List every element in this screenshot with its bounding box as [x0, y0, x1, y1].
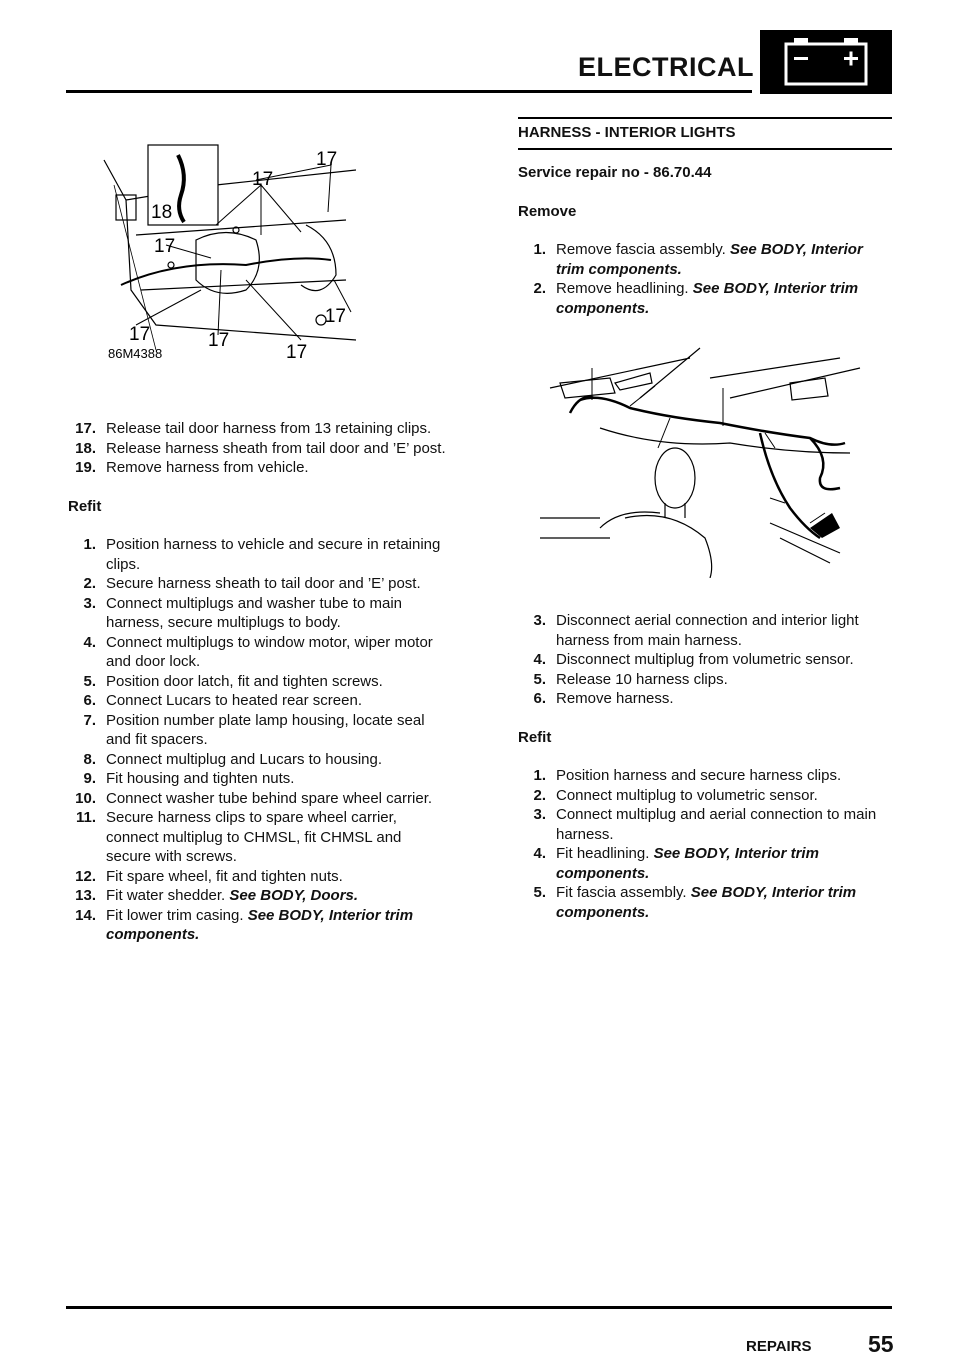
figure-code: 86M4388: [108, 346, 163, 361]
remove-step-1: 1. Remove fascia assembly. See BODY, Interior trim components.: [533, 241, 863, 278]
refit-step-3: 3. Connect multiplugs and washer tube to main harness, secure multiplugs to body.: [83, 594, 403, 631]
callout-17-d: 17: [324, 306, 346, 327]
refit-step-14: 14. Fit lower trim casing. See BODY, Interior trim components.: [75, 906, 414, 943]
refit-step-1: 1. Position harness to vehicle and secure in retaining clips.: [83, 536, 441, 573]
refit-heading-right: Refit: [518, 728, 552, 746]
refit-step-5: 5. Fit fascia assembly. See BODY, Interior trim components.: [533, 884, 857, 921]
refit-step-3: 3. Connect multiplug and aerial connection to main harness.: [533, 806, 877, 843]
right-column-top: [518, 163, 892, 318]
callout-17-c: 17: [154, 236, 176, 257]
section-bottom-rule: [518, 148, 892, 150]
refit-step-4: 4. Connect multiplugs to window motor, wiper motor and door lock.: [83, 633, 433, 670]
refit-step-11: 11. Secure harness clips to spare wheel carrier, connect multiplug to CHMSL, fit CHMSL and secure with screws.: [75, 809, 402, 865]
section-title: HARNESS - INTERIOR LIGHTS: [518, 124, 736, 141]
page-number: 55: [868, 1331, 894, 1357]
remove-step-2: 2. Remove headlining. See BODY, Interior trim components.: [533, 280, 859, 317]
section-top-rule: [518, 117, 892, 119]
refit-step-7: 7. Position number plate lamp housing, locate seal and fit spacers.: [83, 711, 425, 748]
footer-section-label: REPAIRS: [746, 1338, 812, 1355]
cross-reference[interactable]: See BODY, Doors.: [229, 887, 359, 904]
step-19: 19. Remove harness from vehicle.: [75, 459, 309, 476]
figure-interior-light-harness: [540, 338, 870, 578]
remove-heading: Remove: [518, 202, 577, 220]
cross-reference[interactable]: See BODY, Interior trim components.: [106, 906, 414, 943]
refit-step-10: 10. Connect washer tube behind spare wheel carrier.: [75, 789, 433, 807]
refit-step-9: 9. Fit housing and tighten nuts.: [83, 770, 295, 787]
cross-reference[interactable]: See BODY, Interior trim components.: [556, 280, 859, 317]
right-column-bottom: [518, 611, 892, 922]
page-header-title: ELECTRICAL: [578, 52, 754, 82]
cross-reference[interactable]: See BODY, Interior trim components.: [556, 845, 819, 882]
refit-step-13: 13. Fit water shedder. See BODY, Doors.: [75, 887, 359, 904]
remove-step-6: 6. Remove harness.: [533, 690, 674, 707]
refit-heading-left: Refit: [68, 497, 102, 515]
refit-step-12: 12. Fit spare wheel, fit and tighten nuts.: [75, 867, 343, 885]
refit-steps-left: [68, 535, 446, 945]
refit-steps-right: [518, 766, 892, 922]
remove-step-4: 4. Disconnect multiplug from volumetric sensor.: [533, 651, 854, 668]
callout-17-g: 17: [286, 342, 308, 363]
callout-18: 18: [151, 202, 173, 223]
callout-17-f: 17: [208, 330, 230, 351]
remove-step-3: 3. Disconnect aerial connection and interior light harness from main harness.: [533, 612, 859, 649]
cross-reference[interactable]: See BODY, Interior trim components.: [556, 241, 863, 278]
callout-17-e: 17: [129, 324, 151, 345]
cross-reference[interactable]: See BODY, Interior trim components.: [556, 884, 857, 921]
refit-step-2: 2. Secure harness sheath to tail door and ’E’ post.: [83, 575, 421, 592]
header-rule: [66, 90, 752, 93]
remove-steps-continued: [518, 611, 892, 709]
refit-step-1: 1. Position harness and secure harness clips.: [533, 767, 842, 784]
remove-step-5: 5. Release 10 harness clips.: [533, 670, 728, 688]
footer-rule: [66, 1306, 892, 1309]
step-17: 17. Release tail door harness from 13 retaining clips.: [75, 420, 432, 437]
service-repair-number: Service repair no - 86.70.44: [518, 164, 712, 181]
refit-step-8: 8. Connect multiplug and Lucars to housing.: [83, 750, 383, 768]
callout-17-a: 17: [316, 149, 338, 170]
battery-icon: [760, 30, 892, 94]
refit-step-2: 2. Connect multiplug to volumetric sensor.: [533, 786, 818, 804]
refit-step-6: 6. Connect Lucars to heated rear screen.: [83, 692, 362, 709]
callout-17-b: 17: [252, 169, 274, 190]
removal-steps-continued: [68, 419, 446, 478]
left-column: [68, 419, 446, 945]
step-18: 18. Release harness sheath from tail door and ’E’ post.: [75, 439, 446, 457]
figure-tail-door-harness: [96, 140, 356, 365]
remove-steps: [518, 240, 892, 318]
refit-step-5: 5. Position door latch, fit and tighten screws.: [83, 672, 383, 690]
refit-step-4: 4. Fit headlining. See BODY, Interior trim components.: [533, 845, 819, 882]
